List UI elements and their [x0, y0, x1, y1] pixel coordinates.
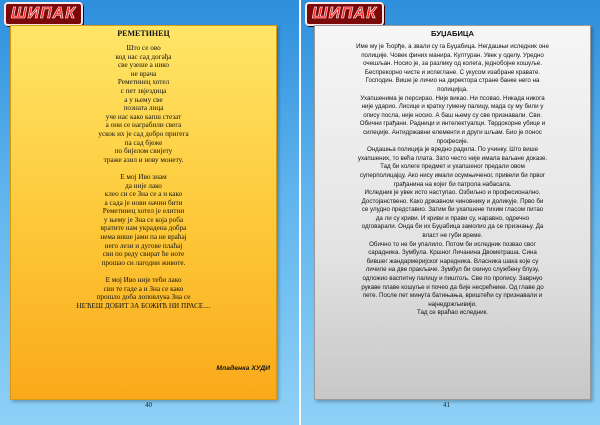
poem-line: клео си се Зна се а н како — [104, 190, 183, 199]
poem-line: уче нас како капш стезат — [105, 112, 182, 121]
article-line: Ондашња полиција је вредно радила. По учинку. Што више — [366, 146, 539, 154]
poem-line: траже азил и нову монету. — [103, 155, 184, 164]
poem-line: све узеше а нико — [117, 61, 170, 70]
article-panel — [314, 25, 591, 400]
article-line: Тад се враћао иследник. — [416, 309, 489, 317]
article-line: личиле на две пракљаче. Зумбул би скинуо службену блузу, — [365, 266, 540, 274]
article-line: грађанина на којег би патрола набасала. — [393, 180, 512, 188]
article-line: Господин. Више је личио на директора стране банке него на — [365, 77, 540, 85]
article-line: да ли су криви. И криви и прави су, наравно, одречно — [375, 214, 530, 222]
article-line: Иследник је увек исто наступао. Озбиљно и професионално. — [364, 189, 541, 197]
magazine-logo: ШИПАК — [305, 2, 384, 26]
article-line: Обични грађани. Радници и интелектуалци. Тврдокорне убице и — [359, 120, 546, 128]
poem-line: сви те гаде а и Зна се како — [103, 284, 184, 293]
article-line: није ударио. Лисице и кратку гумену палицу, мада су му били у — [361, 103, 544, 111]
poem-line: Што се ово — [126, 44, 161, 52]
article-line: одложио васпитну палицу и пиштољ. Све по пропису. Заврнуо — [362, 275, 543, 283]
poem-line: Е мој Иво није теби лако — [105, 276, 182, 285]
poem-line: Реметинец хотел — [117, 78, 170, 87]
poem-line: по бијелом свијету — [114, 147, 173, 156]
poem-line: а они се награбили свега — [105, 121, 182, 130]
article-line: власт не губи време. — [422, 232, 483, 240]
author-signature: Младенка ХУДИ — [216, 365, 270, 372]
article-line: бившег жандармеријског наредника. Власника шака које су — [366, 257, 539, 265]
poem-line: Реметинец хотел је елитни — [102, 207, 185, 216]
article-line: полиције. Човек финих манира. Културан. Увек у оделу. Уредно — [361, 51, 544, 59]
article-line: пете. После пет минута батињања, вриштећи су признавали и — [362, 292, 543, 300]
right-page — [301, 0, 600, 425]
poem-line: а сада је нови начин бити — [104, 198, 183, 207]
poem-line: с пет звјездица — [120, 86, 167, 95]
poem-line: па сад бјеже — [124, 138, 163, 147]
article-line: полицијца. — [437, 85, 468, 93]
poem-line: него лези и дугове плаћај — [104, 241, 183, 250]
article-line: професије. — [436, 137, 469, 145]
article-line: Беспрекорно чисте и испеглане. С укусом изабране кравате. — [364, 68, 541, 76]
poem-line: да није лако — [125, 181, 162, 190]
article-body — [320, 43, 585, 318]
poem-line: Е мој Иво знам — [120, 172, 167, 181]
poem-line: нема више јами па не враћај — [100, 233, 187, 242]
poem-line: а у њему све — [124, 95, 163, 104]
article-line: очешљан. Носио је, за разлику од колега, једнобојне кошуље. — [363, 60, 542, 68]
magazine-logo: ШИПАК — [4, 2, 83, 26]
poem-line: прошао си лагодни животе. — [101, 258, 186, 267]
poem-line: прошло доба лоповлука Зна се — [96, 293, 191, 302]
article-line: се улудно представио. Затим би ухапшене тихим гласом питао — [361, 206, 544, 214]
poem-line: сви по реду свират ће ноте — [102, 250, 185, 259]
poem-line: у њему је Зна се која роба — [103, 215, 184, 224]
poem-line: ускок их је сад добро пригега — [98, 129, 189, 138]
article-line: Обично то не би упалило. Потом би иследник позвао свог — [369, 240, 536, 248]
poem-line — [11, 164, 276, 173]
article-line: ухапшених, то већа плата. Зато често није имала ваљане доказе. — [357, 154, 548, 162]
article-line: сарадника. Зумбула. Кршног Личанина Двометраша. Сина — [368, 249, 537, 257]
page-number-right: 41 — [443, 401, 450, 409]
article-line: опису посла, није носио. А баш њему су све признавали. Сви. — [363, 111, 542, 119]
poem-panel — [10, 25, 277, 400]
article-line: најнедржљивији. — [428, 300, 477, 308]
poem-line: не врача — [130, 69, 157, 78]
poem-line — [11, 267, 276, 276]
article-line: силеџије. Антидржавни елементи и други шљам. Био је понос — [363, 128, 542, 136]
poem-line: НЕЋЕШ ДОБИТ ЗА БОЖИЋ НИ ПРАСЕ.... — [76, 301, 211, 310]
poem-line: код нас сад догађа — [115, 52, 172, 61]
article-line: рукаве плаве кошуље и почео да бије несрећнике. Од главе до — [361, 283, 544, 291]
poem-title: РЕМЕТИНЕЦ — [117, 29, 170, 38]
article-title: БУЏАБИЦА — [431, 29, 474, 38]
article-line: Име му је Ђорђе, а звали су га Буџабица. Негдашњи иследник оне — [356, 43, 549, 50]
article-line: одговарали. Онда би их Буџабица замолио да се признању. Да — [361, 223, 544, 231]
left-page — [0, 0, 299, 425]
poem-line: позната лица — [123, 104, 164, 113]
article-line: Ухапшенима је персирао. Није викао. Ни псовао. Никада никога — [360, 94, 545, 102]
article-line: Тад би колеге предмет и ухапшеног предали овом — [380, 163, 525, 171]
poem-body — [11, 44, 276, 310]
article-line: Достојанствено. Како државном чиновнику и доликује. Прво би — [361, 197, 544, 205]
poem-line: вратите нам украдена добра — [100, 224, 187, 233]
article-line: суперполицајцу. Ако нису имали осумњиченог, привели би првог — [359, 171, 546, 179]
page-number-left: 40 — [145, 401, 152, 409]
